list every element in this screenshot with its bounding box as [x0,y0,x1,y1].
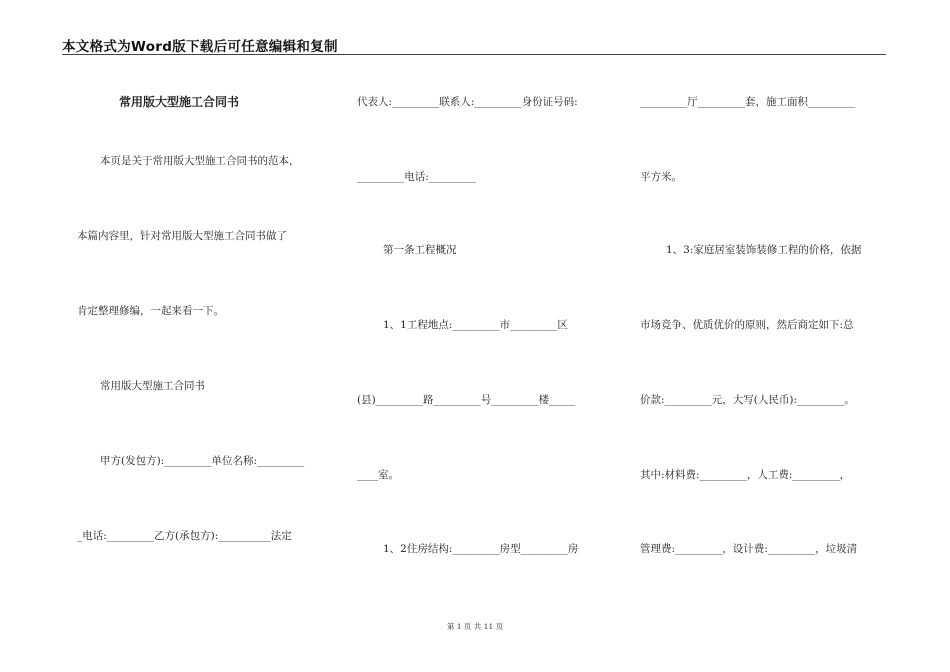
paragraph-line: 本页是关于常用版大型施工合同书的范本， [100,155,300,167]
document-header: 本文格式为Word版下载后可任意编辑和复制 [62,39,338,55]
paragraph-line: _电话:_________乙方(承包方):__________法定 [77,530,292,542]
paragraph-line: 常用版大型施工合同书 [100,380,205,392]
paragraph-line: 价款:_________元，大写(人民币):_________。 [640,394,855,406]
paragraph-line: ____室。 [357,469,399,481]
paragraph-line: 本篇内容里，针对常用版大型施工合同书做了 [77,230,287,242]
paragraph-line: _________厅_________套，施工面积_________ [640,96,856,108]
paragraph-line: 1、2住房结构:_________房型_________房 [383,543,579,555]
paragraph-line: 平方米。 [640,171,682,183]
document-title: 常用版大型施工合同书 [119,95,240,109]
paragraph-line: 市场竞争、优质优价的原则，然后商定如下:总 [640,319,854,331]
paragraph-line: _________电话:_________ [357,171,477,183]
page-number: 第 1 页 共 11 页 [446,622,504,631]
paragraph-line: 1、3:家庭居室装饰装修工程的价格，依据 [666,244,862,256]
paragraph-line: 管理费:_________，设计费:_________，垃圾清 [640,543,858,555]
header-divider [62,54,886,55]
paragraph-line: 甲方(发包方):_________单位名称:_________ [100,455,305,467]
paragraph-line: (县)_________路_________号_________楼_____ [357,394,576,406]
paragraph-line: 其中:材料费:_________，人工费:_________， [640,469,851,481]
section-heading: 第一条工程概况 [383,244,457,256]
paragraph-line: 肯定整理修编，一起来看一下。 [77,305,224,317]
paragraph-line: 1、1工程地点:_________市_________区 [383,319,568,331]
paragraph-line: 代表人:_________联系人:_________身份证号码: [357,96,578,108]
